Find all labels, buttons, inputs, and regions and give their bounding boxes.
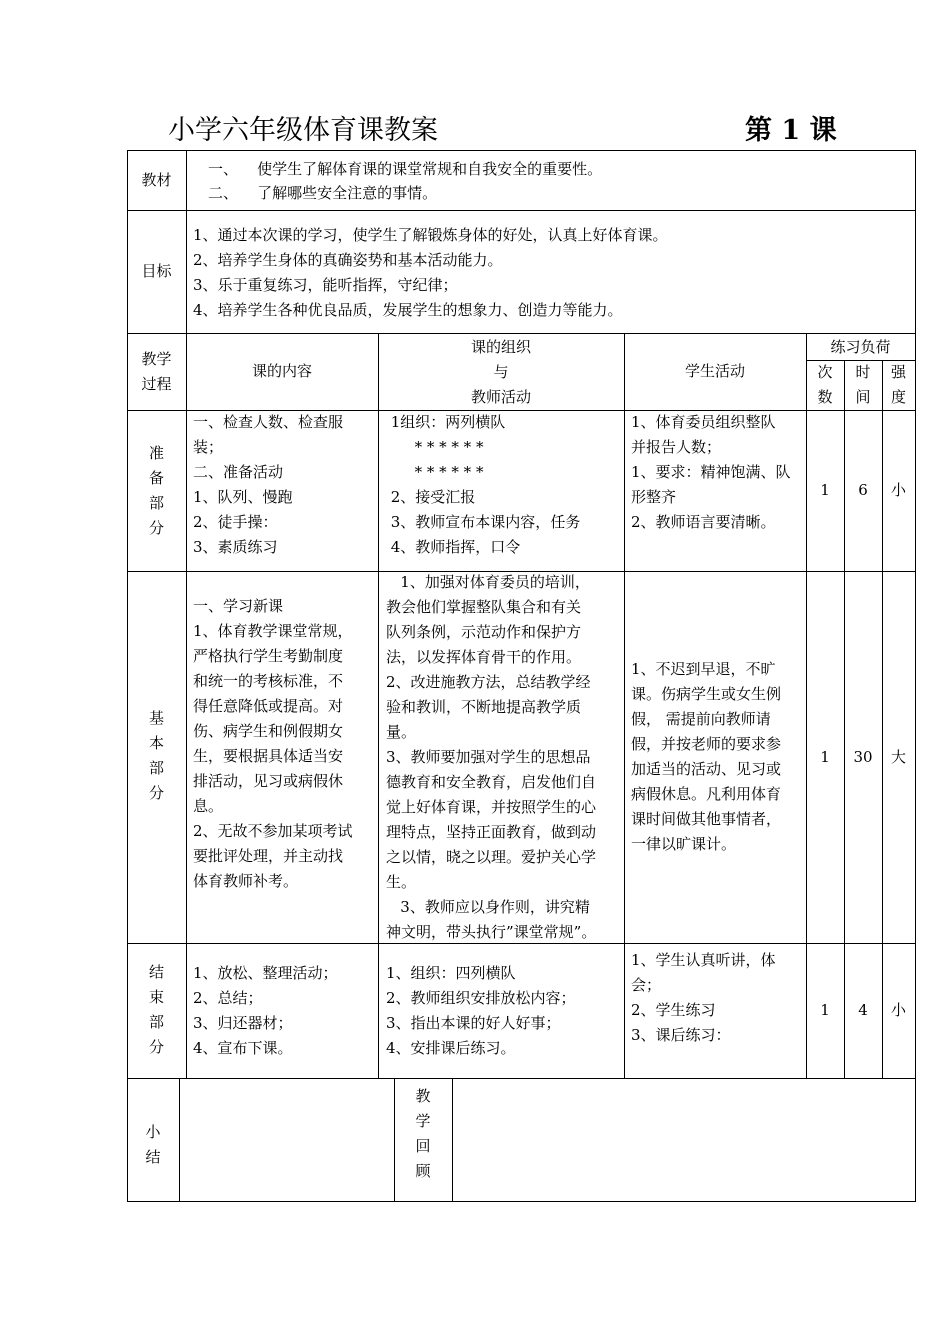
table-border	[179, 1078, 180, 1201]
material-content	[208, 157, 908, 205]
table-border	[882, 360, 883, 1078]
section-content	[193, 410, 378, 560]
section-times-line: 1	[820, 1001, 830, 1019]
header-content	[186, 359, 378, 384]
summary-label-line: 结	[145, 1148, 161, 1166]
section-content-line: 一、学习新课	[193, 597, 284, 615]
table-border	[806, 333, 807, 1078]
section-student-line: 课。伤病学生或女生例	[631, 685, 782, 703]
section-duration-line: 30	[853, 748, 873, 766]
section-name-line: 分	[148, 519, 164, 537]
section-student	[631, 410, 806, 535]
section-organize-line: 4、教师指挥，口令	[386, 538, 521, 556]
header-intensity-line: 强	[890, 363, 906, 381]
section-organize-line: 3、教师宣布本课内容，任务	[386, 513, 581, 531]
section-content-line: 排活动，见习或病假休	[193, 772, 344, 790]
section-name-line: 备	[148, 469, 164, 487]
section-times	[806, 478, 844, 503]
header-process	[127, 347, 186, 397]
material-content-line: 二、 了解哪些安全注意的事情。	[208, 184, 438, 202]
section-content-line: 1、放松、整理活动；	[193, 964, 338, 982]
section-duration	[844, 998, 882, 1023]
header-content-line: 课的内容	[251, 362, 312, 380]
section-student-line: 假，并按老师的要求参	[631, 735, 782, 753]
header-load-line: 练习负荷	[830, 338, 891, 356]
section-content-line: 二、准备活动	[193, 463, 284, 481]
table-border	[452, 1078, 453, 1201]
section-content	[193, 594, 378, 894]
section-name-line: 部	[148, 1013, 164, 1031]
header-times-line: 次	[817, 363, 833, 381]
section-student-line: 2、教师语言要清晰。	[631, 513, 776, 531]
review-label	[394, 1084, 452, 1184]
table-border	[127, 1201, 916, 1202]
section-organize-line: 教会他们掌握整队集合和有关	[386, 598, 582, 616]
section-organize	[386, 410, 624, 560]
section-content-line: 严格执行学生考勤制度	[193, 647, 344, 665]
header-duration	[844, 360, 882, 410]
section-organize-line: 2、教师组织安排放松内容；	[386, 989, 576, 1007]
section-content-line: 要批评处理，并主动找	[193, 847, 344, 865]
goal-content-line: 4、培养学生各种优良品质，发展学生的想象力、创造力等能力。	[193, 301, 623, 319]
table-border	[127, 150, 916, 151]
section-content-line: 伤、病学生和例假期女	[193, 722, 344, 740]
header-times	[806, 360, 844, 410]
header-organize	[378, 335, 624, 410]
header-process-line: 教学	[141, 350, 172, 368]
section-content-line: 1、队列、慢跑	[193, 488, 293, 506]
section-organize	[386, 961, 624, 1061]
header-intensity-line: 度	[890, 388, 906, 406]
section-student-line: 课时间做其他事情者，	[631, 810, 782, 828]
section-organize-line: * * * * * *	[386, 438, 484, 456]
section-organize-line: 理特点，坚持正面教育，做到动	[386, 823, 597, 841]
goal-content-line: 2、培养学生身体的真确姿势和基本活动能力。	[193, 251, 503, 269]
section-name-line: 分	[148, 1038, 164, 1056]
section-name-line: 准	[148, 444, 164, 462]
section-organize-line: * * * * * *	[386, 463, 484, 481]
section-times-line: 1	[820, 748, 830, 766]
section-content-line: 得任意降低或提高。对	[193, 697, 344, 715]
section-student-line: 1、要求：精神饱满、队	[631, 463, 791, 481]
section-organize-line: 生。	[386, 873, 417, 891]
material-content-line: 一、 使学生了解体育课的课堂常规和自我安全的重要性。	[208, 160, 603, 178]
section-organize-line: 1、组织：四列横队	[386, 964, 516, 982]
section-content-line: 3、素质练习	[193, 538, 278, 556]
section-student-line: 2、学生练习	[631, 1001, 716, 1019]
section-student-line: 形整齐	[631, 488, 677, 506]
section-student-line: 假， 需提前向教师请	[631, 710, 771, 728]
lesson-number: 第 1 课	[745, 115, 837, 146]
table-border	[624, 333, 625, 1078]
section-times	[806, 745, 844, 770]
section-content-line: 体育教师补考。	[193, 872, 299, 890]
header-load	[806, 335, 915, 360]
header-duration-line: 间	[855, 388, 871, 406]
section-duration	[844, 478, 882, 503]
section-name-line: 结	[148, 963, 164, 981]
section-name-line: 部	[148, 759, 164, 777]
section-student-line: 一律以旷课计。	[631, 835, 737, 853]
summary-label-line: 小	[145, 1123, 161, 1141]
section-organize-line: 德教育和安全教育，启发他们自	[386, 773, 597, 791]
section-intensity-line: 小	[890, 1001, 906, 1019]
section-content-line: 一、检查人数、检查服	[193, 413, 344, 431]
header-student	[624, 359, 806, 384]
section-name	[127, 960, 186, 1060]
section-intensity-line: 大	[890, 748, 906, 766]
section-content-line: 2、徒手操：	[193, 513, 278, 531]
section-student	[631, 948, 806, 1048]
section-times	[806, 998, 844, 1023]
header-student-line: 学生活动	[684, 362, 745, 380]
material-label	[127, 168, 186, 193]
goal-content-line: 3、乐于重复练习，能听指挥，守纪律；	[193, 276, 458, 294]
section-student-line: 1、学生认真听讲，体	[631, 951, 776, 969]
goal-label-line: 目标	[141, 262, 172, 280]
section-student	[631, 657, 806, 857]
section-content-line: 2、无故不参加某项考试	[193, 822, 353, 840]
section-content-line: 4、宣布下课。	[193, 1039, 293, 1057]
section-name	[127, 441, 186, 541]
section-content-line: 3、归还器材；	[193, 1014, 293, 1032]
header-organize-line: 与	[493, 363, 509, 381]
section-intensity	[882, 998, 915, 1023]
header-times-line: 数	[817, 388, 833, 406]
header-process-line: 过程	[141, 375, 172, 393]
section-organize-line: 队列条例，示范动作和保护方	[386, 623, 582, 641]
section-name-line: 分	[148, 784, 164, 802]
review-label-line: 学	[415, 1112, 431, 1130]
section-intensity	[882, 745, 915, 770]
header-duration-line: 时	[855, 363, 871, 381]
section-student-line: 并报告人数；	[631, 438, 722, 456]
section-name-line: 基	[148, 709, 164, 727]
section-organize-line: 觉上好体育课，并按照学生的心	[386, 798, 597, 816]
section-organize-line: 3、教师要加强对学生的思想品	[386, 748, 591, 766]
section-content-line: 息。	[193, 797, 224, 815]
section-content-line: 2、总结；	[193, 989, 263, 1007]
section-organize-line: 神文明，带头执行”课堂常规”。	[386, 923, 597, 941]
goal-label	[127, 259, 186, 284]
goal-content	[193, 223, 908, 323]
review-label-line: 教	[415, 1087, 431, 1105]
header-intensity	[882, 360, 915, 410]
section-student-line: 1、体育委员组织整队	[631, 413, 776, 431]
section-organize-line: 量。	[386, 723, 417, 741]
section-duration-line: 6	[858, 481, 868, 499]
section-name-line: 部	[148, 494, 164, 512]
section-name-line: 束	[148, 988, 164, 1006]
section-intensity-line: 小	[890, 481, 906, 499]
section-name	[127, 706, 186, 806]
material-label-line: 教材	[141, 171, 172, 189]
section-name-line: 本	[148, 734, 164, 752]
header-organize-line: 教师活动	[470, 388, 531, 406]
review-label-line: 顾	[415, 1162, 431, 1180]
section-content-line: 装；	[193, 438, 224, 456]
section-duration	[844, 745, 882, 770]
section-student-line: 1、不迟到早退，不旷	[631, 660, 776, 678]
section-content-line: 1、体育教学课堂常规，	[193, 622, 353, 640]
table-border	[127, 333, 916, 334]
section-content	[193, 961, 378, 1061]
table-border	[915, 150, 916, 1202]
section-student-line: 3、课后练习：	[631, 1026, 731, 1044]
table-border	[127, 1078, 916, 1079]
section-intensity	[882, 478, 915, 503]
page-title: 小学六年级体育课教案	[168, 115, 438, 146]
review-label-line: 回	[415, 1137, 431, 1155]
section-student-line: 病假休息。凡利用体育	[631, 785, 782, 803]
section-organize-line: 法，以发挥体育骨干的作用。	[386, 648, 582, 666]
table-border	[844, 360, 845, 1078]
section-student-line: 会；	[631, 976, 662, 994]
section-organize-line: 4、安排课后练习。	[386, 1039, 516, 1057]
section-times-line: 1	[820, 481, 830, 499]
section-content-line: 和统一的考核标准，不	[193, 672, 344, 690]
section-organize-line: 之以情，晓之以理。爱护关心学	[386, 848, 597, 866]
section-content-line: 生，要根据具体适当安	[193, 747, 344, 765]
section-organize-line: 3、指出本课的好人好事；	[386, 1014, 561, 1032]
section-organize-line: 2、改进施教方法，总结教学经	[386, 673, 591, 691]
section-organize-line: 1、加强对体育委员的培训，	[386, 573, 590, 591]
section-organize-line: 1组织：两列横队	[386, 413, 506, 431]
section-organize	[386, 570, 624, 945]
table-border	[186, 150, 187, 1078]
header-organize-line: 课的组织	[470, 338, 531, 356]
section-organize-line: 验和教训，不断地提高教学质	[386, 698, 582, 716]
section-organize-line: 3、教师应以身作则，讲究精	[386, 898, 590, 916]
section-student-line: 加适当的活动、见习或	[631, 760, 782, 778]
section-organize-line: 2、接受汇报	[386, 488, 476, 506]
table-border	[127, 210, 916, 211]
table-border	[378, 333, 379, 1078]
goal-content-line: 1、通过本次课的学习，使学生了解锻炼身体的好处，认真上好体育课。	[193, 226, 668, 244]
summary-label	[127, 1120, 179, 1170]
section-duration-line: 4	[858, 1001, 868, 1019]
